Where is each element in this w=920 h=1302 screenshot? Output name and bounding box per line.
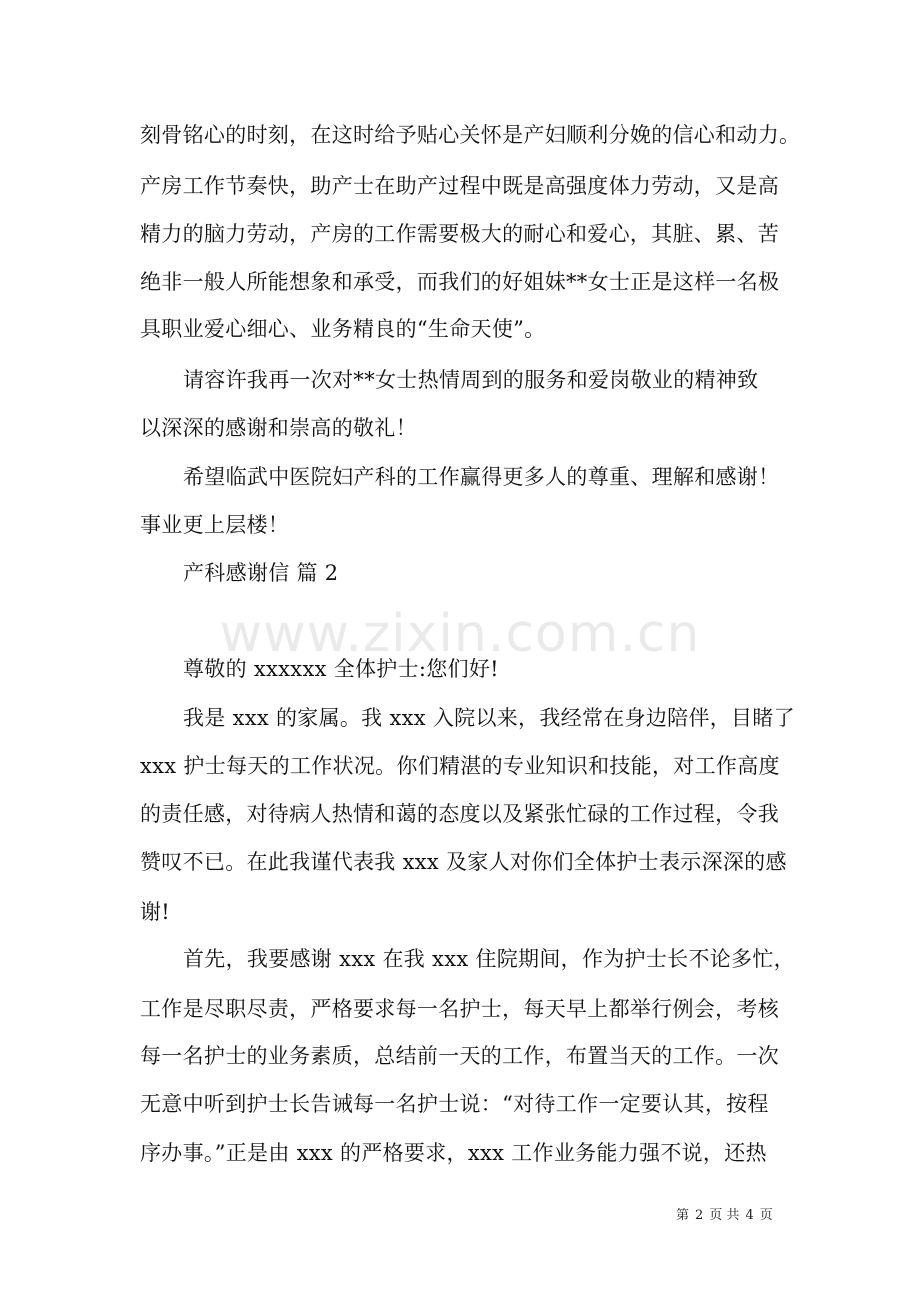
text-line: 的责任感，对待病人热情和蔼的态度以及紧张忙碌的工作过程，令我 bbox=[140, 802, 779, 826]
text-line: 谢! bbox=[140, 900, 171, 924]
total-pages-number: 4 bbox=[745, 1208, 754, 1223]
text-line: 赞叹不已。在此我谨代表我 xxx 及家人对你们全体护士表示深深的感 bbox=[140, 850, 787, 874]
text-line: 产房工作节奏快，助产士在助产过程中既是高强度体力劳动，又是高 bbox=[140, 174, 779, 198]
paragraph-first-line: 请容许我再一次对**女士热情周到的服务和爱岗敬业的精神致 bbox=[183, 368, 759, 392]
text-line: 无意中听到护士长告诫每一名护士说：“对待工作一定要认其，按程 bbox=[140, 1092, 769, 1116]
text-line: 具职业爱心细心、业务精良的“生命天使”。 bbox=[140, 317, 546, 341]
text-line: xxx 护士每天的工作状况。你们精湛的专业知识和技能，对工作高度 bbox=[140, 754, 780, 778]
watermark: www.zixin.com.cn bbox=[219, 604, 701, 664]
paragraph-first-line: 希望临武中医院妇产科的工作赢得更多人的尊重、理解和感谢！ bbox=[183, 465, 780, 489]
paragraph-first-line: 首先，我要感谢 xxx 在我 xxx 住院期间，作为护士长不论多忙， bbox=[183, 947, 795, 971]
text-line: 精力的脑力劳动，产房的工作需要极大的耐心和爱心，其脏、累、苦 bbox=[140, 222, 779, 246]
text-line: 事业更上层楼！ bbox=[140, 513, 290, 537]
footer-prefix: 第 bbox=[676, 1208, 690, 1223]
text-line: 以深深的感谢和崇高的敬礼！ bbox=[140, 416, 417, 440]
current-page-number: 2 bbox=[695, 1208, 704, 1223]
text-line: 刻骨铭心的时刻，在这时给予贴心关怀是产妇顺利分娩的信心和动力。 bbox=[140, 123, 801, 147]
footer-middle: 页 共 bbox=[709, 1208, 740, 1223]
salutation: 尊敬的 xxxxxx 全体护士:您们好! bbox=[183, 657, 499, 681]
section-heading: 产科感谢信 篇 2 bbox=[183, 561, 339, 585]
text-line: 序办事。”正是由 xxx 的严格要求，xxx 工作业务能力强不说，还热 bbox=[140, 1141, 767, 1165]
page-footer bbox=[676, 1207, 773, 1225]
footer-suffix: 页 bbox=[759, 1208, 773, 1223]
text-line: 工作是尽职尽责，严格要求每一名护士，每天早上都举行例会，考核 bbox=[140, 997, 779, 1021]
paragraph-first-line: 我是 xxx 的家属。我 xxx 入院以来，我经常在身边陪伴，目睹了 bbox=[183, 706, 795, 730]
text-line: 每一名护士的业务素质，总结前一天的工作，布置当天的工作。一次 bbox=[140, 1044, 779, 1068]
text-line: 绝非一般人所能想象和承受，而我们的好姐妹**女士正是这样一名极 bbox=[140, 270, 780, 294]
